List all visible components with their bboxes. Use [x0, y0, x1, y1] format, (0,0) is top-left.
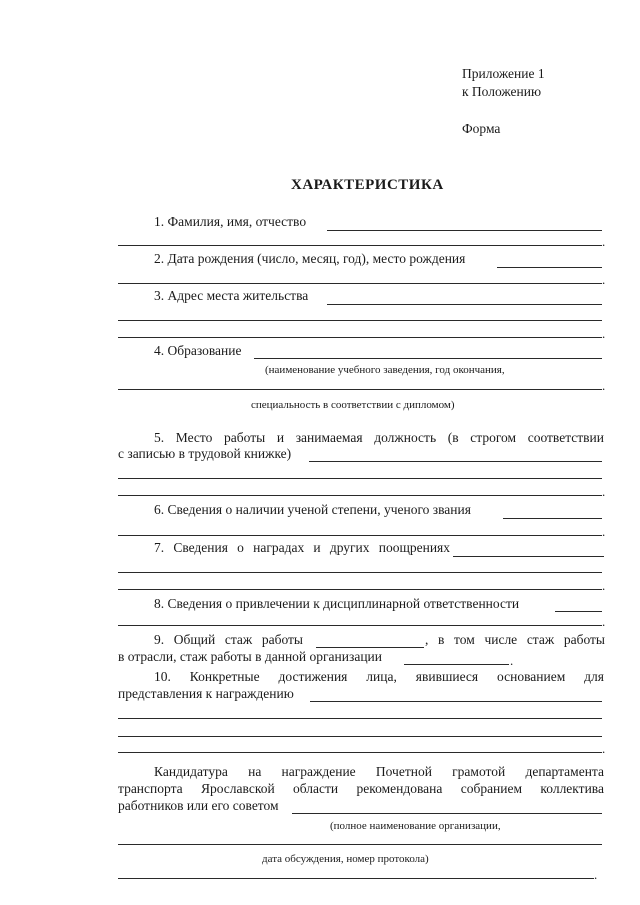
- field-8-period: .: [602, 614, 606, 629]
- field-6-period: .: [602, 524, 606, 539]
- nomination-hint-2: дата обсуждения, номер протокола): [262, 853, 429, 865]
- field-4-period: .: [602, 378, 606, 393]
- field-1-label: 1. Фамилия, имя, отчество: [154, 214, 307, 229]
- field-4-line[interactable]: [254, 358, 602, 359]
- field-2-label: 2. Дата рождения (число, месяц, год), место рождения: [154, 251, 466, 266]
- field-1-line-2[interactable]: [118, 245, 602, 246]
- field-7-label: 7. Сведения о наградах и других поощрениях: [154, 540, 450, 555]
- field-5-line-2[interactable]: [118, 478, 602, 479]
- field-3-line[interactable]: [327, 304, 602, 305]
- field-6-label: 6. Сведения о наличии ученой степени, ученого звания: [154, 502, 471, 517]
- form-label: Форма: [462, 121, 501, 136]
- field-9-label-c: в отрасли, стаж работы в данной организации: [118, 649, 382, 664]
- field-5-label-2: с записью в трудовой книжке): [118, 446, 292, 461]
- field-6-line-2[interactable]: [118, 535, 602, 536]
- regulation-label: к Положению: [462, 84, 542, 99]
- nomination-line-1: Кандидатура на награждение Почетной грамотой департамента: [154, 764, 604, 779]
- field-8-line[interactable]: [555, 611, 602, 612]
- field-4-hint-1: (наименование учебного заведения, год окончания,: [265, 364, 505, 376]
- field-3-label: 3. Адрес места жительства: [154, 288, 309, 303]
- field-1-line[interactable]: [327, 230, 602, 231]
- field-10-line-2[interactable]: [118, 718, 602, 719]
- field-7-period: .: [602, 578, 606, 593]
- field-9-period: .: [510, 653, 514, 668]
- field-7-line-3[interactable]: [118, 589, 602, 590]
- nomination-hint-1: (полное наименование организации,: [330, 820, 501, 832]
- field-9-label-b: , в том числе стаж работы: [425, 632, 605, 647]
- nomination-line-2: транспорта Ярославской области рекомендована собранием коллектива: [118, 781, 604, 796]
- field-7-line-2[interactable]: [118, 572, 602, 573]
- field-8-label: 8. Сведения о привлечении к дисциплинарной ответственности: [154, 596, 520, 611]
- field-1-period: .: [602, 234, 606, 249]
- nomination-period: .: [594, 867, 598, 882]
- field-4-line-2[interactable]: [118, 389, 602, 390]
- nomination-org-line[interactable]: [292, 813, 602, 814]
- nomination-line-3-field[interactable]: [118, 878, 594, 879]
- field-10-period: .: [602, 741, 606, 756]
- field-5-line[interactable]: [309, 461, 602, 462]
- document-title: ХАРАКТЕРИСТИКА: [291, 177, 444, 193]
- field-3-period: .: [602, 326, 606, 341]
- field-7-line[interactable]: [453, 556, 604, 557]
- field-10-line-4[interactable]: [118, 752, 602, 753]
- field-2-line-2[interactable]: [118, 283, 602, 284]
- field-5-line-3[interactable]: [118, 495, 602, 496]
- field-8-line-2[interactable]: [118, 625, 602, 626]
- field-9-total-line[interactable]: [316, 647, 424, 648]
- field-6-line[interactable]: [503, 518, 602, 519]
- field-4-label: 4. Образование: [154, 343, 242, 358]
- field-5-period: .: [602, 484, 606, 499]
- field-10-label-1: 10. Конкретные достижения лица, явившиеся основанием для: [154, 669, 604, 684]
- field-4-hint-2: специальность в соответствии с дипломом): [251, 399, 455, 411]
- field-10-label-2: представления к награждению: [118, 686, 294, 701]
- field-3-line-2[interactable]: [118, 320, 602, 321]
- nomination-line-3: работников или его советом: [118, 798, 279, 813]
- field-5-label-1: 5. Место работы и занимаемая должность (в строгом соответствии: [154, 430, 604, 445]
- field-10-line-3[interactable]: [118, 736, 602, 737]
- field-10-line[interactable]: [310, 701, 602, 702]
- field-9-label-a: 9. Общий стаж работы: [154, 632, 303, 647]
- field-3-line-3[interactable]: [118, 337, 602, 338]
- nomination-line-2-field[interactable]: [118, 844, 602, 845]
- field-2-line[interactable]: [497, 267, 602, 268]
- field-9-org-line[interactable]: [404, 664, 509, 665]
- field-2-period: .: [602, 272, 606, 287]
- appendix-label: Приложение 1: [462, 66, 545, 81]
